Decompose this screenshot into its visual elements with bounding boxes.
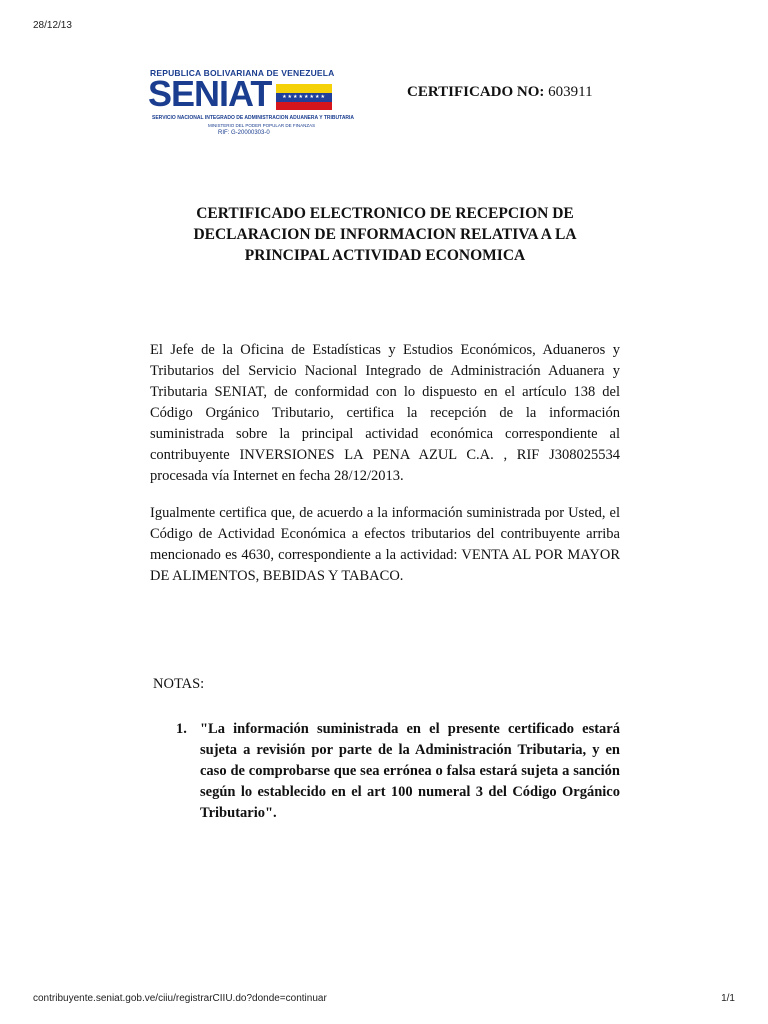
logo-country-text: REPUBLICA BOLIVARIANA DE VENEZUELA bbox=[150, 68, 335, 78]
certificate-number-value: 603911 bbox=[548, 84, 593, 100]
print-page-number: 1/1 bbox=[721, 993, 735, 1004]
title-line-3: PRINCIPAL ACTIVIDAD ECONOMICA bbox=[244, 247, 526, 264]
certificate-number bbox=[407, 84, 593, 101]
logo-ministry: MINISTERIO DEL PODER POPULAR DE FINANZAS bbox=[208, 123, 316, 128]
seniat-logo bbox=[148, 68, 355, 142]
logo-word-iat: IAT bbox=[219, 73, 272, 114]
note-text: "La información suministrada en el presente certificado estará sujeta a revisión por parte de la Administración Tributaria, y en caso de comprobarse que sea errónea o falsa estará sujeta a sanción según lo establecido en el art 100 numeral 3 del Código Orgánico Tributario". bbox=[200, 721, 620, 821]
logo-subtitle: SERVICIO NACIONAL INTEGRADO DE ADMINISTRACION ADUANERA Y TRIBUTARIA bbox=[152, 115, 355, 121]
venezuela-flag-icon: ★★★★★★★★ bbox=[276, 84, 332, 110]
title-line-2: DECLARACION DE INFORMACION RELATIVA A LA bbox=[193, 226, 577, 243]
certificate-number-label: CERTIFICADO NO: bbox=[407, 84, 545, 100]
notes-label: NOTAS: bbox=[153, 676, 205, 692]
document-title bbox=[150, 203, 620, 266]
logo-rif: RIF: G-20000303-0 bbox=[218, 130, 270, 136]
print-url: contribuyente.seniat.gob.ve/ciiu/registrarCIIU.do?donde=continuar bbox=[33, 993, 327, 1004]
note-item bbox=[178, 719, 620, 824]
body-paragraph-2: Igualmente certifica que, de acuerdo a la información suministrada por Usted, el Código de Actividad Económica a efectos tributarios del contribuyente arriba mencionado es 4630, correspondiente a la actividad: VENTA AL POR MAYOR DE ALIMENTOS, BEBIDAS Y TABACO. bbox=[150, 505, 620, 584]
title-line-1: CERTIFICADO ELECTRONICO DE RECEPCION DE bbox=[196, 205, 574, 222]
body-paragraph-1: El Jefe de la Oficina de Estadísticas y Estudios Económicos, Aduaneros y Tributarios del Servicio Nacional Integrado de Administración Aduanera y Tributaria SENIAT, de conformidad con lo dispuesto en el artículo 138 del Código Orgánico Tributario, certifica la recepción de la información suministrada sobre la principal actividad económica correspondiente al contribuyente INVERSIONES LA PENA AZUL C.A. , RIF J308025534 procesada vía Internet en fecha 28/12/2013. bbox=[150, 342, 620, 484]
logo-wordmark bbox=[148, 74, 271, 114]
note-number: 1. bbox=[176, 721, 187, 737]
logo-word-sen: SEN bbox=[148, 73, 220, 114]
print-date: 28/12/13 bbox=[33, 20, 72, 31]
